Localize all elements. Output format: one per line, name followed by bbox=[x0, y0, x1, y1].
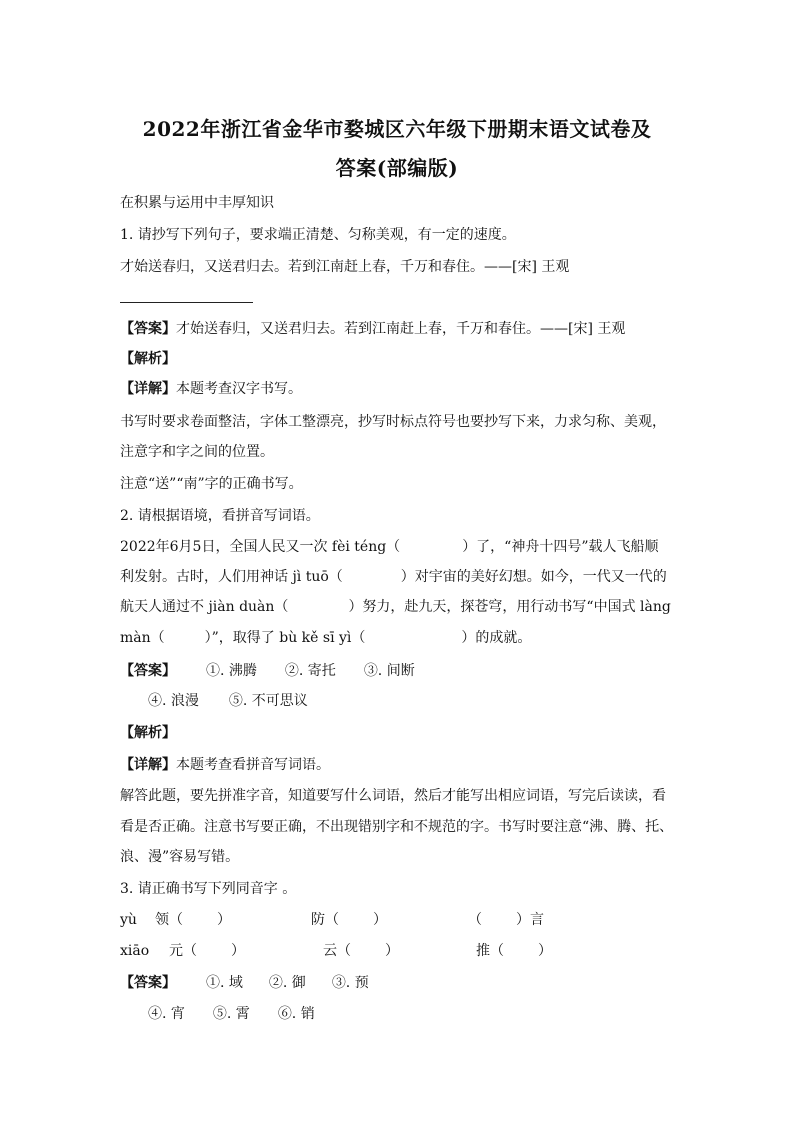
q3-text: 云（ bbox=[323, 943, 351, 959]
q2-answer-4: ④. 浪漫 bbox=[148, 693, 199, 709]
q2-para3: 浪、漫”容易写错。 bbox=[120, 849, 240, 865]
q2-para2: 看是否正确。注意书写要正确，不出现错别字和不规范的字。书写时要注意“沸、腾、托、 bbox=[120, 819, 674, 835]
q3-text: ） bbox=[217, 912, 231, 928]
q2-detail bbox=[120, 756, 330, 774]
q2-analysis-tag: 【解析】 bbox=[120, 725, 176, 741]
q1-detail bbox=[120, 380, 302, 398]
q2-text: 利发射。古时，人们用神话 jì tuō（ bbox=[120, 569, 343, 585]
q2-text: ）对宇宙的美好幻想。如今，一代又一代的 bbox=[400, 569, 667, 585]
section-heading: 在积累与运用中丰厚知识 bbox=[120, 195, 274, 211]
q2-text: 航天人通过不 jiàn duàn（ bbox=[120, 599, 289, 615]
q3-answer-1: ①. 域 bbox=[206, 975, 243, 991]
q3-row2-pinyin: xiāo bbox=[120, 943, 150, 959]
q3-text: ） bbox=[231, 943, 245, 959]
q2-text: màn（ bbox=[120, 630, 165, 646]
q3-answer-6: ⑥. 销 bbox=[277, 1006, 315, 1022]
q3-text: 推（ bbox=[476, 943, 504, 959]
answer-tag: 【答案】 bbox=[120, 663, 176, 679]
answer-tag: 【答案】 bbox=[120, 321, 176, 337]
q1-analysis-tag: 【解析】 bbox=[120, 351, 176, 367]
q1-para2: 注意字和字之间的位置。 bbox=[120, 444, 274, 460]
q2-line3 bbox=[120, 598, 671, 616]
q2-text: ）的成就。 bbox=[461, 630, 532, 646]
document-title-line1: 2022年浙江省金华市婺城区六年级下册期末语文试卷及 bbox=[142, 117, 652, 141]
q1-writing-line bbox=[120, 302, 253, 303]
q3-answer-3: ③. 预 bbox=[331, 975, 369, 991]
q2-line2 bbox=[120, 568, 667, 586]
q3-row2-item2 bbox=[323, 942, 399, 960]
q3-text: 领（ bbox=[155, 912, 183, 928]
q3-text: （ bbox=[468, 912, 482, 928]
q2-para1: 解答此题，要先拼准字音，知道要写什么词语，然后才能写出相应词语，写完后读读，看 bbox=[120, 788, 666, 804]
q3-row1-pinyin: yù bbox=[120, 912, 137, 928]
q3-text: ）言 bbox=[516, 912, 544, 928]
q1-answer-text: 才始送春归，又送君归去。若到江南赶上春，千万和春住。——[宋] 王观 bbox=[176, 321, 626, 337]
q1-sentence: 才始送春归，又送君归去。若到江南赶上春，千万和春住。——[宋] 王观 bbox=[120, 259, 570, 275]
q1-para3: 注意“送”“南”字的正确书写。 bbox=[120, 476, 303, 492]
q2-answer-3: ③. 间断 bbox=[363, 663, 415, 679]
q2-answer-row2 bbox=[148, 692, 308, 710]
document-title-line2: 答案(部编版) bbox=[335, 156, 459, 180]
q3-answer-5: ⑤. 霄 bbox=[212, 1006, 250, 1022]
q3-row1-item2 bbox=[311, 911, 387, 929]
detail-tag: 【详解】 bbox=[120, 381, 176, 397]
q3-answer-row1 bbox=[120, 974, 369, 992]
q3-row2-item1 bbox=[169, 942, 245, 960]
q1-stem: 1. 请抄写下列句子，要求端正清楚、匀称美观，有一定的速度。 bbox=[120, 227, 516, 243]
q3-row2-item3 bbox=[476, 942, 552, 960]
q3-text: ） bbox=[373, 912, 387, 928]
q2-answer-1: ①. 沸腾 bbox=[206, 663, 257, 679]
q2-stem: 2. 请根据语境，看拼音写词语。 bbox=[120, 508, 320, 524]
q2-text: ）”，取得了 bù kě sī yì（ bbox=[204, 630, 366, 646]
q2-detail-text: 本题考查看拼音写词语。 bbox=[176, 757, 330, 773]
answer-tag: 【答案】 bbox=[120, 975, 176, 991]
q3-row1-item3 bbox=[468, 911, 544, 929]
q3-text: ） bbox=[538, 943, 552, 959]
q1-answer bbox=[120, 320, 625, 338]
q3-answer-2: ②. 御 bbox=[268, 975, 306, 991]
q2-answer-2: ②. 寄托 bbox=[284, 663, 336, 679]
q2-text: ）努力，赴九天，探苍穹，用行动书写“中国式 làng bbox=[348, 599, 671, 615]
q3-text: ） bbox=[385, 943, 399, 959]
q2-answer-5: ⑤. 不可思议 bbox=[228, 693, 308, 709]
q3-stem: 3. 请正确书写下列同音字 。 bbox=[120, 881, 297, 897]
q3-text: 元（ bbox=[169, 943, 197, 959]
q2-answer-row1 bbox=[120, 662, 415, 680]
q3-answer-4: ④. 宵 bbox=[148, 1006, 185, 1022]
detail-tag: 【详解】 bbox=[120, 757, 176, 773]
q2-line1 bbox=[120, 538, 659, 556]
q3-row1-item1 bbox=[155, 911, 231, 929]
q2-line4 bbox=[120, 629, 531, 647]
q2-text: 2022年6月5日，全国人民又一次 fèi téng（ bbox=[120, 539, 401, 555]
q3-answer-row2 bbox=[148, 1005, 315, 1023]
q2-text: ）了，“神舟十四号”载人飞船顺 bbox=[462, 539, 659, 555]
q3-text: 防（ bbox=[311, 912, 339, 928]
q1-detail-text: 本题考查汉字书写。 bbox=[176, 381, 302, 397]
q1-para1: 书写时要求卷面整洁，字体工整漂亮，抄写时标点符号也要抄写下来，力求匀称、美观， bbox=[120, 414, 666, 430]
